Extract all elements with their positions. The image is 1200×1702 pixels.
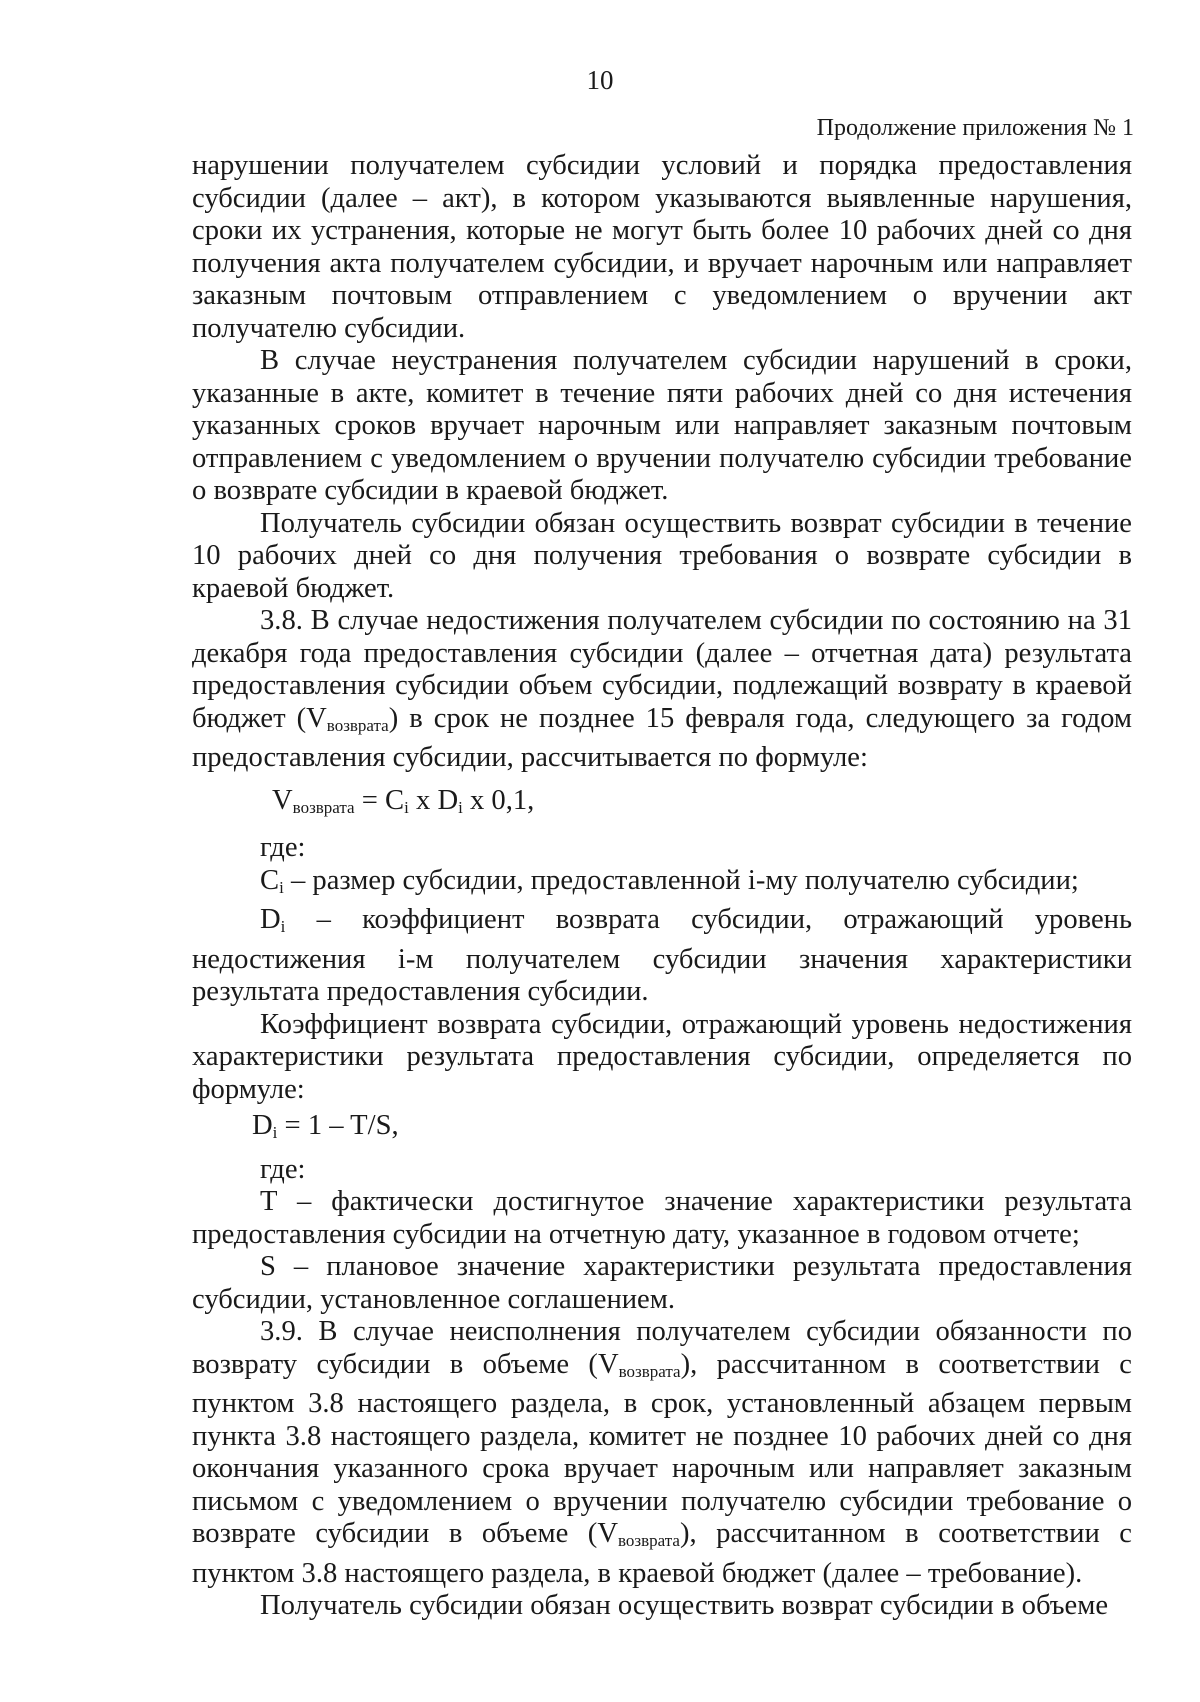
- definition-di-text: – коэффициент возврата субсидии, отражающий уровень недостижения i-м получателем субсидии значения характеристики результата предоставления субсидии.: [192, 904, 1132, 1007]
- paragraph-non-elimination: В случае неустранения получателем субсидии нарушений в сроки, указанные в акте, комитет в течение пяти рабочих дней со дня истечения указанных сроков вручает нарочным или направляет заказным почтовым отправлением с уведомлением о вручении получателю субсидии требование о возврате субсидии в краевой бюджет.: [192, 345, 1132, 506]
- paragraph-3-9-subscript-1: возврата: [618, 1361, 681, 1381]
- formula-c-subscript: i: [404, 797, 409, 817]
- paragraph-3-9: [192, 1316, 1132, 1590]
- where-label-2: где:: [260, 1153, 306, 1185]
- paragraph-3-9-text-a: 3.9. В случае неисполнения получателем субсидии обязанности по возврату субсидии в объеме (V: [192, 1316, 1132, 1380]
- paragraph-3-8-text-a: 3.8. В случае недостижения получателем субсидии по состоянию на 31 декабря года предоставления субсидии (далее – отчетная дата) результата предоставления субсидии объем субсидии, подлежащий возврату в краевой бюджет (V: [192, 605, 1132, 734]
- definition-di-symbol: D: [260, 904, 281, 935]
- paragraph-3-9-text-c: ), рассчитанном в соответствии с пунктом 3.8 настоящего раздела, в краевой бюджет (далее – требование).: [192, 1518, 1132, 1589]
- formula-return-volume: [192, 775, 1132, 833]
- formula-v: V: [272, 784, 293, 816]
- document-body: [192, 150, 1132, 1623]
- definition-s: S – плановое значение характеристики результата предоставления субсидии, установленное соглашением.: [192, 1251, 1132, 1315]
- where-label-1: где:: [260, 832, 306, 863]
- formula-c: = C: [354, 784, 405, 816]
- formula-factor: x 0,1,: [462, 784, 535, 816]
- page-number: 10: [586, 65, 614, 95]
- definition-ci-subscript: i: [279, 877, 284, 897]
- paragraph-3-8: [192, 605, 1132, 775]
- definition-di: [192, 904, 1132, 1009]
- paragraph-act-continuation: нарушении получателем субсидии условий и порядка предоставления субсидии (далее – акт), в котором указываются выявленные нарушения, сроки их устранения, которые не могут быть более 10 рабочих дней со дня получения акта получателем субсидии, и вручает нарочным или направляет заказным почтовым отправлением с уведомлением о вручении акт получателю субсидии.: [192, 150, 1132, 344]
- definition-ci: [192, 865, 1132, 905]
- formula-d-subscript: i: [458, 797, 463, 817]
- paragraph-3-9-text-b: ), рассчитанном в соответствии с пунктом 3.8 настоящего раздела, в срок, установленный абзацем первым пункта 3.8 настоящего раздела, комитет не позднее 10 рабочих дней со дня окончания указанного срока вручает нарочным или направляет заказным письмом с уведомлением о вручении получателю субсидии требование о возврате субсидии в объеме (V: [192, 1348, 1132, 1549]
- paragraph-3-9-subscript-2: возврата: [617, 1531, 680, 1550]
- definition-ci-text: – размер субсидии, предоставленной i-му получателю субсидии;: [283, 864, 1079, 896]
- formula2-d-subscript: i: [272, 1123, 278, 1142]
- formula-coefficient: [192, 1106, 1132, 1154]
- formula-v-subscript: возврата: [292, 797, 355, 817]
- paragraph-coefficient: Коэффициент возврата субсидии, отражающий уровень недостижения характеристики результата предоставления субсидии, определяется по формуле:: [192, 1008, 1132, 1105]
- definition-ci-symbol: C: [260, 864, 280, 896]
- formula2-d: D: [252, 1110, 273, 1141]
- formula-d: x D: [408, 784, 459, 816]
- paragraph-3-8-text-b: ) в срок не позднее 15 февраля года, следующего за годом предоставления субсидии, рассчитывается по формуле:: [192, 702, 1132, 773]
- paragraph-final-obligation: Получатель субсидии обязан осуществить возврат субсидии в объеме: [260, 1590, 1109, 1621]
- subscript-return: возврата: [326, 715, 389, 735]
- paragraph-return-obligation: Получатель субсидии обязан осуществить возврат субсидии в течение 10 рабочих дней со дня получения требования о возврате субсидии в краевой бюджет.: [192, 507, 1132, 604]
- appendix-continuation-label: Продолжение приложения № 1: [816, 115, 1134, 141]
- formula2-rest: = 1 – T/S,: [277, 1110, 399, 1141]
- definition-t: T – фактически достигнутое значение характеристики результата предоставления субсидии на отчетную дату, указанное в годовом отчете;: [192, 1186, 1132, 1250]
- definition-di-subscript: i: [280, 917, 286, 936]
